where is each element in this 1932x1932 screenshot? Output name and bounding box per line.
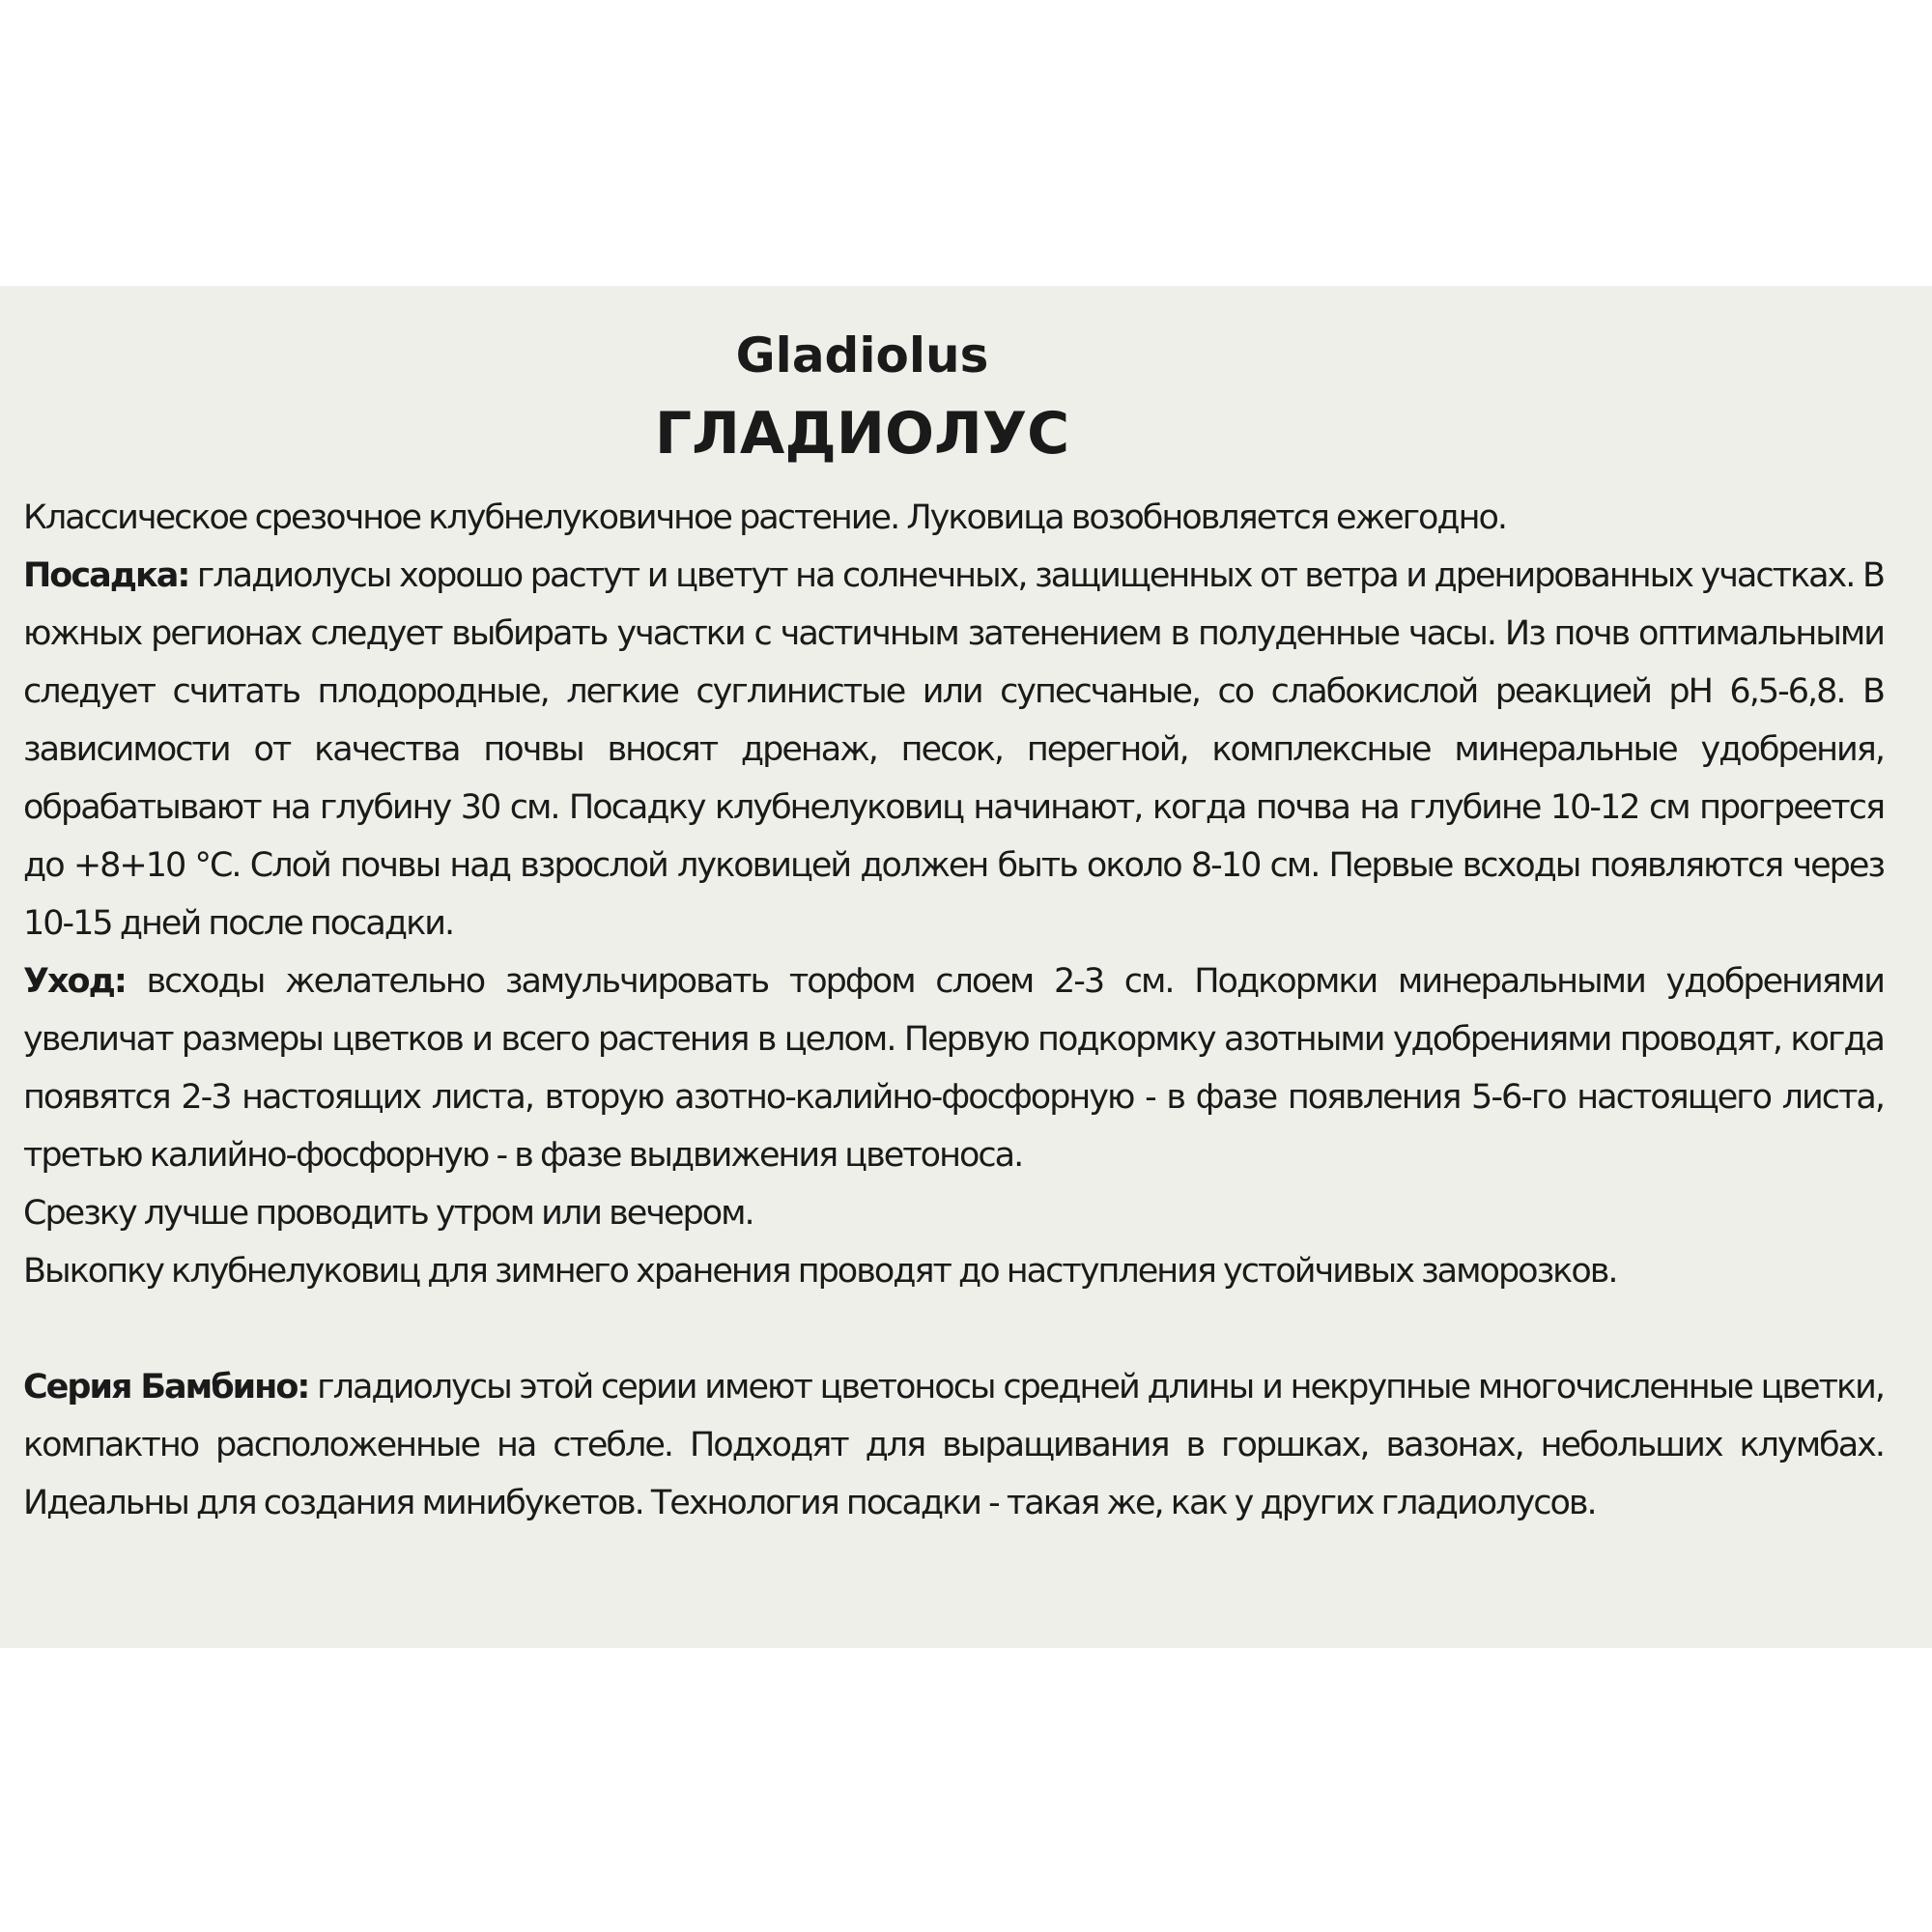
care-paragraph (23, 952, 1884, 1184)
digging-paragraph: Выкопку клубнелуковиц для зимнего хранения проводят до наступления устойчивых заморозков. (23, 1252, 1617, 1291)
intro-paragraph: Классическое срезочное клубнелуковичное растение. Луковица возобновляется ежегодно. (23, 498, 1507, 537)
planting-paragraph (23, 547, 1884, 952)
cutting-paragraph: Срезку лучше проводить утром или вечером. (23, 1194, 753, 1233)
series-label: Серия Бамбино: (23, 1368, 309, 1406)
title-latin: Gladiolus (735, 327, 989, 384)
paragraph-gap (23, 1300, 1884, 1358)
care-label: Уход: (23, 962, 126, 1001)
series-text: гладиолусы этой серии имеют цветоносы средней длины и некрупные многочисленные цветки, компактно расположенные на стебле. Подходят для выращивания в горшках, вазонах, небольших клумбах. Идеальны для создания минибукетов. Технология посадки - такая же, как у других гладиолусов. (23, 1368, 1884, 1522)
series-paragraph (23, 1358, 1884, 1532)
title-russian: ГЛАДИОЛУС (654, 400, 1070, 468)
planting-text: гладиолусы хорошо растут и цветут на солнечных, защищенных от ветра и дренированных участках. В южных регионах следует выбирать участки с частичным затенением в полуденные часы. Из почв оптимальными следует считать плодородные, легкие суглинистые или супесчаные, со слабокислой реакцией рН 6,5-6,8. В зависимости от качества почвы вносят дренаж, песок, перегной, комплексные минеральные удобрения, обрабатывают на глубину 30 см. Посадку клубнелуковиц начинают, когда почва на глубине 10-12 см прогреется до +8+10 °С. Слой почвы над взрослой луковицей должен быть около 8-10 см. Первые всходы появляются через 10-15 дней после посадки. (23, 556, 1884, 943)
care-text: всходы желательно замульчировать торфом слоем 2-3 см. Подкормки минеральными удобрениями увеличат размеры цветков и всего растения в целом. Первую подкормку азотными удобрениями проводят, когда появятся 2-3 настоящих листа, вторую азотно-калийно-фосфорную - в фазе появления 5-6-го настоящего листа, третью калийно-фосфорную - в фазе выдвижения цветоноса. (23, 962, 1884, 1175)
product-info-card (0, 286, 1932, 1648)
description-body (23, 489, 1884, 1532)
planting-label: Посадка: (23, 556, 189, 595)
